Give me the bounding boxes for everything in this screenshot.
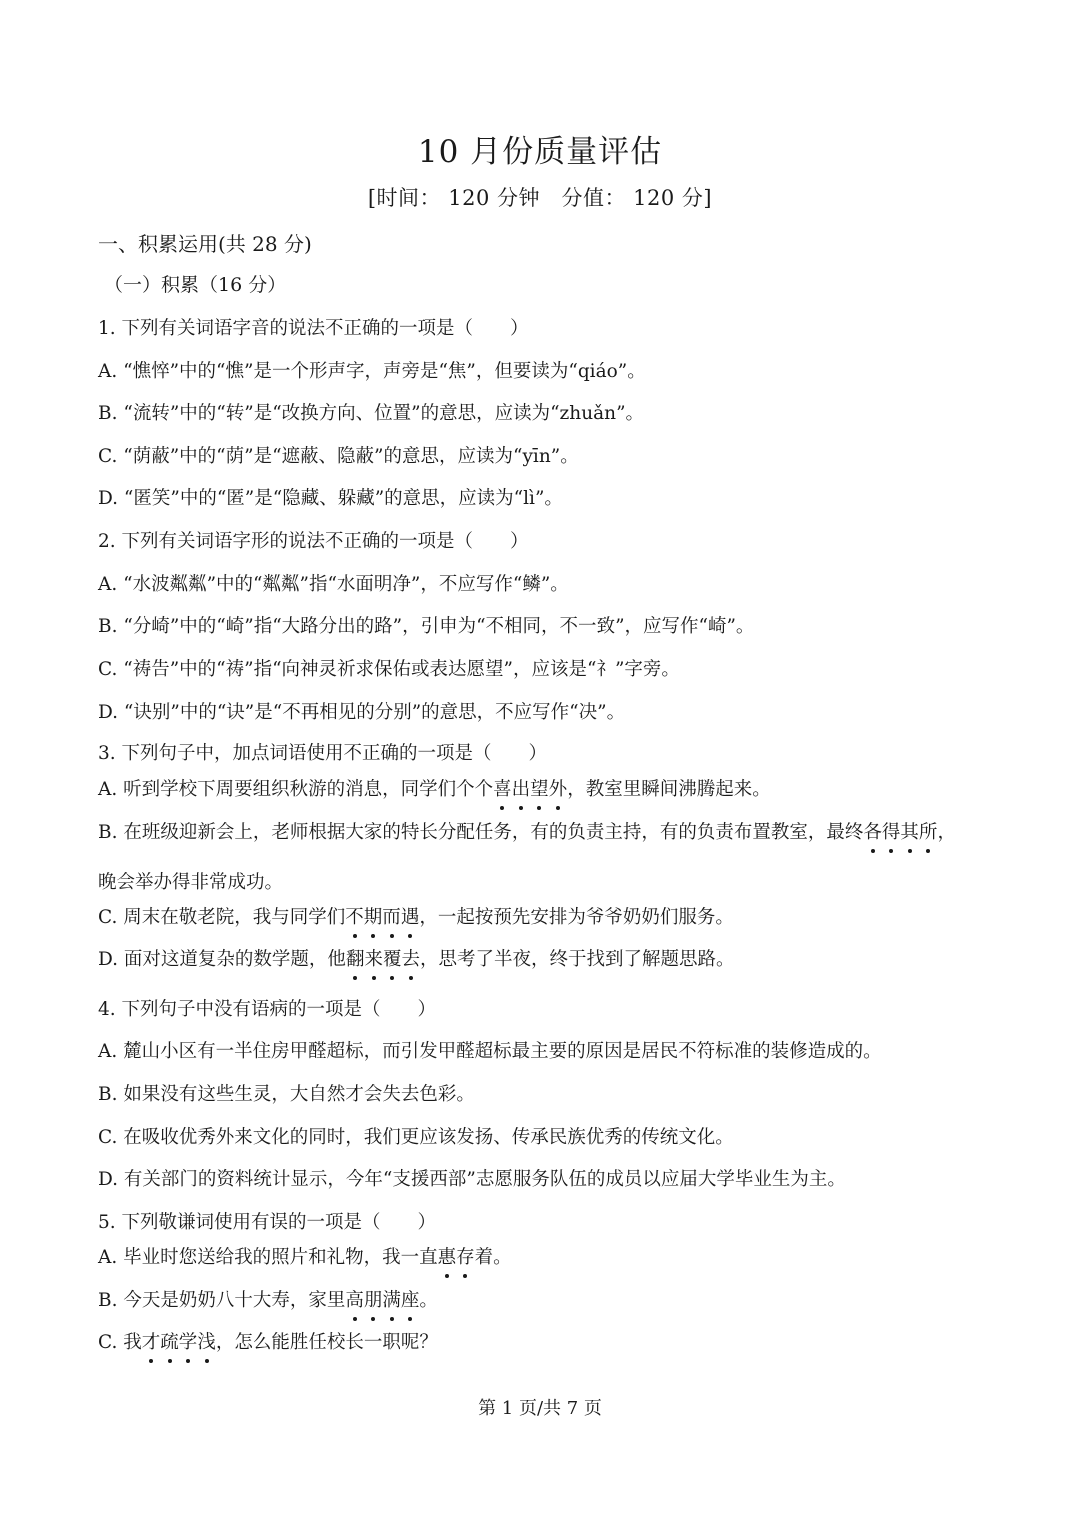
question-2-option-b: B. “分崎”中的“崎”指“大路分出的路”，引申为“不相同，不一致”，应写作“崎”。 [98,616,755,637]
dotted-char: 而 [382,903,401,929]
question-4-stem: 4. 下列句子中没有语病的一项是（ ） [98,999,437,1020]
dotted-char: 得 [882,818,901,844]
subsection-heading: （一）积累（16 分） [104,274,287,296]
dotted-char: 不 [345,903,364,929]
option-text: A. 听到学校下周要组织秋游的消息，同学们个个 [98,779,494,800]
option-text: ，一起按预先安排为爷爷奶奶们服务。 [419,907,734,928]
dotted-char: 去 [401,945,420,971]
question-1-option-b: B. “流转”中的“转”是“改换方向、位置”的意思，应读为“zhuǎn”。 [98,403,645,424]
dotted-char: 出 [512,775,531,801]
question-1-stem: 1. 下列有关词语字音的说法不正确的一项是（ ） [98,318,529,339]
question-5-option-b [98,1286,438,1312]
dotted-char: 遇 [401,903,420,929]
section-heading: 一、积累运用(共 28 分) [98,232,312,256]
dotted-char: 才 [142,1328,161,1354]
question-3-stem: 3. 下列句子中，加点词语使用不正确的一项是（ ） [98,743,548,764]
dotted-char: 喜 [493,775,512,801]
dotted-char: 学 [179,1328,198,1354]
option-text: ，思考了半夜，终于找到了解题思路。 [420,949,735,970]
question-4-option-d: D. 有关部门的资料统计显示，今年“支援西部”志愿服务队伍的成员以应届大学毕业生为主。 [98,1169,846,1190]
question-1-option-a: A. “憔悴”中的“憔”是一个形声字，声旁是“焦”，但要读为“qiáo”。 [98,361,646,382]
option-text: B. 在班级迎新会上，老师根据大家的特长分配任务，有的负责主持，有的负责布置教室，最终 [98,822,864,843]
question-1-option-c: C. “荫蔽”中的“荫”是“遮蔽、隐蔽”的意思，应读为“yīn”。 [98,446,579,467]
question-4-option-a: A. 麓山小区有一半住房甲醛超标，而引发甲醛超标最主要的原因是居民不符标准的装修造成的。 [98,1041,882,1062]
dotted-char: 各 [863,818,882,844]
dotted-char: 朋 [364,1286,383,1312]
question-1-option-d: D. “匿笑”中的“匿”是“隐藏、躲藏”的意思，应读为“lì”。 [98,488,563,509]
question-2-option-a: A. “水波粼粼”中的“粼粼”指“水面明净”，不应写作“鳞”。 [98,574,569,595]
question-3-option-d [98,945,735,971]
option-text: D. 面对这道复杂的数学题，他 [98,949,346,970]
question-4-option-b: B. 如果没有这些生灵，大自然才会失去色彩。 [98,1084,475,1105]
question-5-option-a [98,1243,512,1269]
dotted-char: 惠 [438,1243,457,1269]
question-3-option-b [98,818,956,844]
dotted-char: 期 [364,903,383,929]
option-text: B. 今天是奶奶八十大寿，家里 [98,1290,346,1311]
dotted-char: 疏 [160,1328,179,1354]
dotted-char: 其 [900,818,919,844]
dotted-char: 高 [345,1286,364,1312]
page-title: 10 月份质量评估 [417,134,663,170]
page-number: 第 1 页/共 7 页 [478,1398,602,1419]
dotted-char: 覆 [383,945,402,971]
option-text: C. 我 [98,1332,142,1353]
dotted-char: 望 [530,775,549,801]
dotted-char: 存 [456,1243,475,1269]
option-text: C. 周末在敬老院，我与同学们 [98,907,346,928]
option-text: 。 [419,1290,438,1311]
dotted-char: 浅 [197,1328,216,1354]
option-text: ， [937,822,956,843]
exam-time-score: [时间： 120 分钟 分值： 120 分] [367,186,713,210]
question-3-option-b-continued: 晚会举办得非常成功。 [98,872,284,893]
option-text: ，教室里瞬间沸腾起来。 [567,779,771,800]
dotted-char: 外 [549,775,568,801]
question-2-stem: 2. 下列有关词语字形的说法不正确的一项是（ ） [98,531,529,552]
option-text: A. 毕业时您送给我的照片和礼物，我一直 [98,1247,438,1268]
option-text: ，怎么能胜任校长一职呢？ [215,1332,438,1353]
dotted-char: 座 [401,1286,420,1312]
dotted-char: 满 [382,1286,401,1312]
question-3-option-c [98,903,734,929]
question-5-option-c [98,1328,438,1354]
option-text: 着。 [474,1247,512,1268]
dotted-char: 所 [919,818,938,844]
question-2-option-d: D. “诀别”中的“诀”是“不再相见的分别”的意思，不应写作“决”。 [98,702,626,723]
dotted-char: 翻 [346,945,365,971]
question-4-option-c: C. 在吸收优秀外来文化的同时，我们更应该发扬、传承民族优秀的传统文化。 [98,1127,734,1148]
dotted-char: 来 [364,945,383,971]
question-3-option-a [98,775,771,801]
question-2-option-c: C. “祷告”中的“祷”指“向神灵祈求保佑或表达愿望”，应该是“礻”字旁。 [98,659,680,680]
question-5-stem: 5. 下列敬谦词使用有误的一项是（ ） [98,1212,437,1233]
